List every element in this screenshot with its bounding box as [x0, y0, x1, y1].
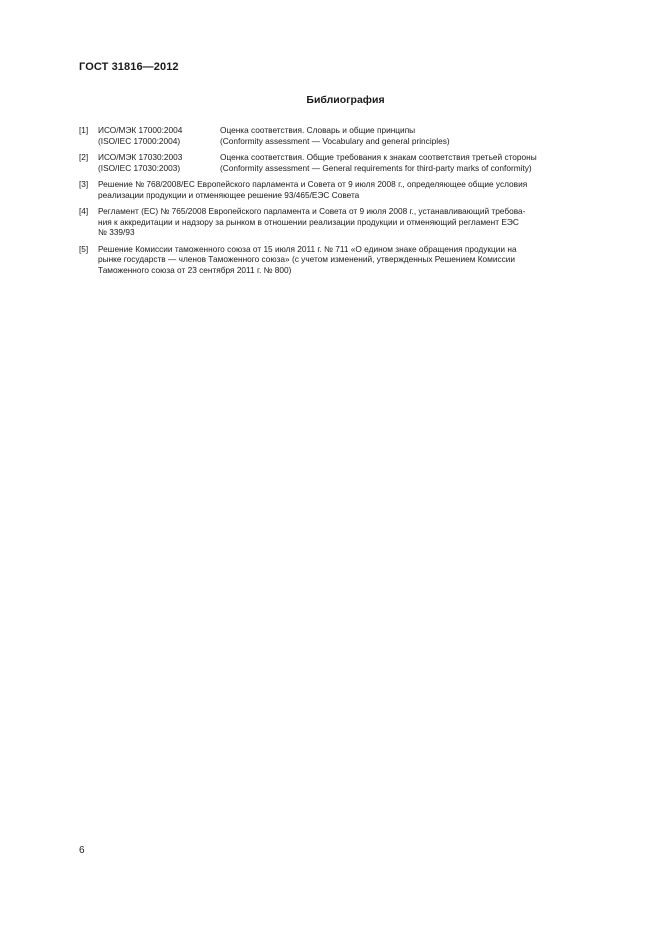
entry-body — [98, 206, 587, 238]
entry-line: Решение Комиссии таможенного союза от 15 июля 2011 г. № 711 «О едином знаке обращения продукции на — [98, 243, 517, 254]
entry-body — [98, 125, 587, 146]
entry-body — [98, 152, 587, 173]
entry-line — [98, 152, 587, 163]
entry-number: [5] — [79, 243, 89, 254]
entry-line: № 339/93 — [98, 227, 135, 237]
bibliography-entry-2 — [79, 152, 587, 173]
entry-number: [1] — [79, 125, 89, 135]
standard-code-en: (ISO/IEC 17030:2003) — [98, 162, 181, 173]
bibliography-entry-3 — [79, 179, 587, 200]
entry-line — [98, 163, 587, 174]
standard-title-en: (Conformity assessment — General requirements for third-party marks of conformity) — [220, 162, 532, 173]
entry-number: [3] — [79, 179, 89, 189]
standard-title: Оценка соответствия. Общие требования к знакам соответствия третьей стороны — [220, 152, 537, 162]
standard-code: ИСО/МЭК 17030:2003 — [98, 152, 183, 162]
entry-line: рынке государств — членов Таможенного союза» (с учетом изменений, утвержденных Решением Комиссии — [98, 254, 516, 264]
entry-line: Решение № 768/2008/ЕС Европейского парламента и Совета от 9 июля 2008 г., определяющее общие условия — [98, 179, 528, 189]
entry-line: Таможенного союза от 23 сентября 2011 г. № 800) — [98, 264, 292, 275]
standard-code-en: (ISO/IEC 17000:2004) — [98, 135, 181, 146]
entry-body — [98, 244, 587, 276]
bibliography-entry-4 — [79, 206, 587, 238]
standard-code: ИСО/МЭК 17000:2004 — [98, 125, 183, 135]
entry-line — [98, 136, 587, 147]
entry-number: [4] — [79, 206, 89, 216]
standard-title: Оценка соответствия. Словарь и общие принципы — [220, 125, 416, 135]
bibliography-list — [79, 125, 587, 281]
entry-line: реализации продукции и отменяющее решение 93/465/ЕЭС Совета — [98, 189, 360, 200]
bibliography-entry-5 — [79, 244, 587, 276]
standard-title-en: (Conformity assessment — Vocabulary and general principles) — [220, 135, 450, 146]
section-title: Библиография — [306, 94, 385, 106]
bibliography-entry-1 — [79, 125, 587, 146]
entry-body — [98, 179, 587, 200]
entry-number: [2] — [79, 152, 89, 162]
entry-line — [98, 125, 587, 136]
entry-line: ния к аккредитации и надзору за рынком в отношении реализации продукции и отменяющий регламент ЕЭС — [98, 216, 519, 227]
entry-line: Регламент (ЕС) № 765/2008 Европейского парламента и Совета от 9 июля 2008 г., устанавливающий требова- — [98, 206, 526, 216]
page-number: 6 — [79, 845, 85, 856]
document-header: ГОСТ 31816—2012 — [79, 61, 179, 73]
